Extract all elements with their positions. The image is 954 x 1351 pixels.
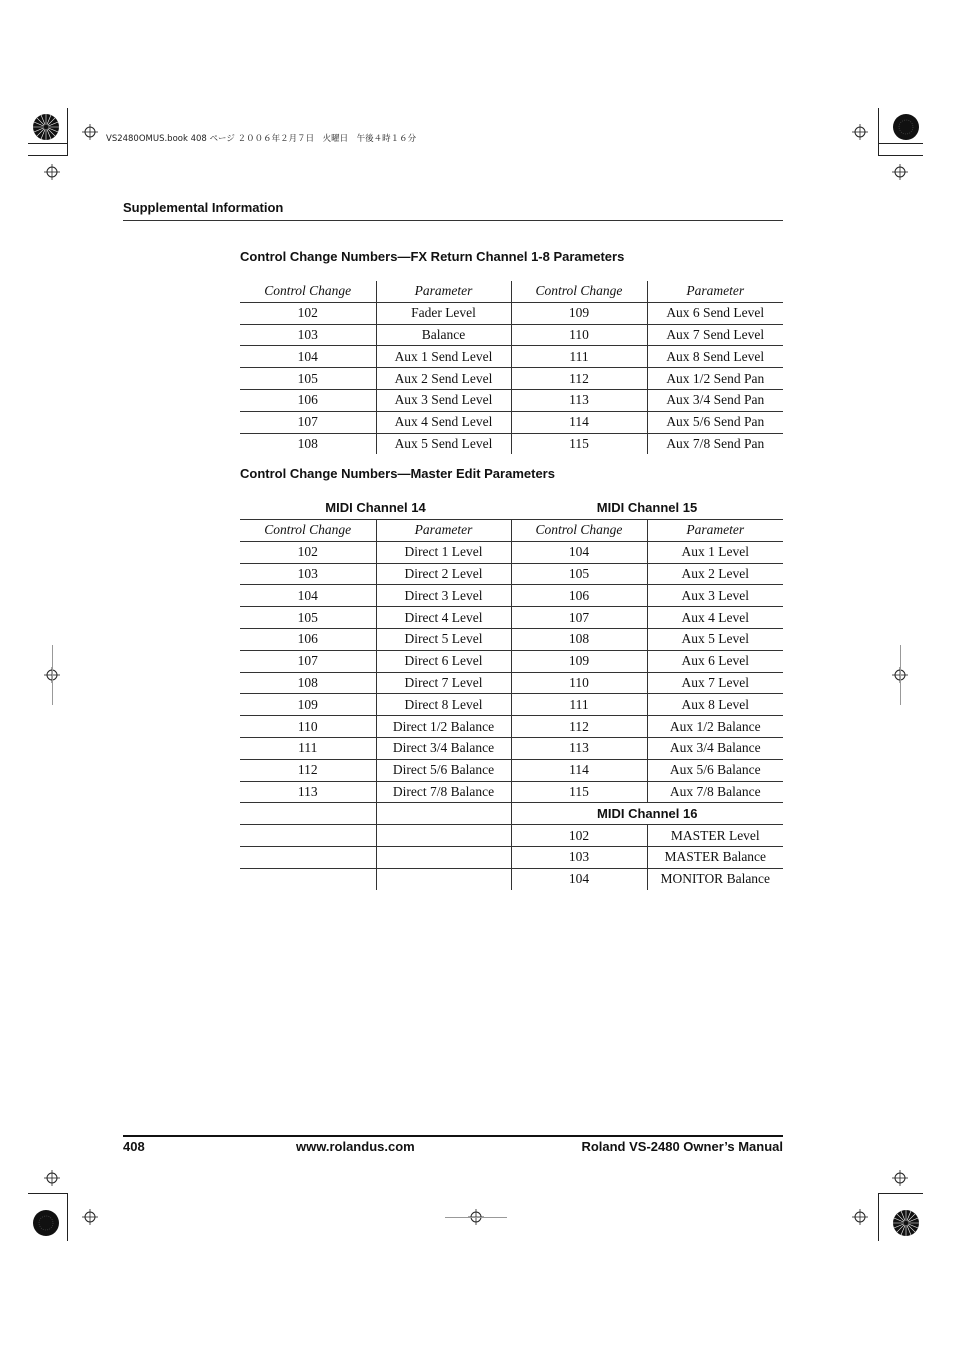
table-cell <box>240 825 376 847</box>
table-cell: 106 <box>240 628 376 650</box>
table-row <box>240 585 783 607</box>
table-cell: 103 <box>511 846 647 868</box>
table-cell: Direct 7 Level <box>376 672 511 694</box>
registration-mark-icon <box>892 164 908 180</box>
table-cell: Direct 2 Level <box>376 563 511 585</box>
table-cell: 115 <box>511 781 647 803</box>
table-cell: 104 <box>511 868 647 889</box>
table-cell: 107 <box>240 411 376 433</box>
table-cell: 113 <box>240 781 376 803</box>
table-cell: 114 <box>511 411 647 433</box>
column-header: Parameter <box>376 520 511 542</box>
table-cell <box>376 868 511 889</box>
table-cell <box>240 868 376 889</box>
table-cell: 109 <box>240 694 376 716</box>
column-header: Control Change <box>240 520 376 542</box>
table-row <box>240 563 783 585</box>
page-number: 408 <box>123 1139 145 1154</box>
table-row <box>240 759 783 781</box>
footer-rule <box>123 1135 783 1137</box>
channel-14-title: MIDI Channel 14 <box>325 500 426 515</box>
table-cell: 110 <box>511 672 647 694</box>
table-cell: 110 <box>240 716 376 738</box>
table-cell: Aux 3 Send Level <box>376 389 511 411</box>
table-row <box>240 737 783 759</box>
table-cell: MASTER Level <box>647 825 783 847</box>
table-cell: 103 <box>240 563 376 585</box>
table-cell: Aux 3/4 Balance <box>647 737 783 759</box>
fx-return-table <box>240 281 783 454</box>
table-row <box>240 302 783 324</box>
header-rule <box>123 220 783 221</box>
table-cell: Direct 7/8 Balance <box>376 781 511 803</box>
table-row <box>240 389 783 411</box>
table-cell: Direct 6 Level <box>376 650 511 672</box>
starburst-mark-icon <box>32 113 60 141</box>
table-row <box>240 628 783 650</box>
table-row <box>240 346 783 368</box>
table-row <box>240 541 783 563</box>
table-cell: Aux 5 Send Level <box>376 433 511 454</box>
table-row <box>240 324 783 346</box>
section-header: Supplemental Information <box>123 200 284 215</box>
table-row <box>240 846 783 868</box>
starburst-mark-icon <box>892 1209 920 1237</box>
table-row <box>240 607 783 629</box>
table-cell: Aux 6 Level <box>647 650 783 672</box>
table-cell: 106 <box>240 389 376 411</box>
table-cell: Aux 3/4 Send Pan <box>647 389 783 411</box>
table-cell: Direct 5 Level <box>376 628 511 650</box>
registration-mark-icon <box>892 1170 908 1186</box>
table-cell: Aux 2 Send Level <box>376 368 511 390</box>
table-cell: 102 <box>240 541 376 563</box>
table-cell: 109 <box>511 302 647 324</box>
table-cell: Aux 6 Send Level <box>647 302 783 324</box>
table-cell: Aux 7/8 Send Pan <box>666 435 765 451</box>
table-cell: Aux 4 Level <box>647 607 783 629</box>
table-cell: Direct 3/4 Balance <box>376 737 511 759</box>
table-row <box>240 716 783 738</box>
table-cell: 107 <box>240 650 376 672</box>
table-cell: Aux 5/6 Send Pan <box>647 411 783 433</box>
table-cell: 110 <box>511 324 647 346</box>
table-row <box>240 803 783 825</box>
table-cell: 111 <box>240 737 376 759</box>
table-cell: Aux 4 Send Level <box>376 411 511 433</box>
column-header: Control Change <box>511 281 647 302</box>
table-cell: Balance <box>376 324 511 346</box>
table-cell: 114 <box>511 759 647 781</box>
registration-mark-icon <box>852 124 868 140</box>
table-cell <box>376 825 511 847</box>
table-cell: Aux 1/2 Balance <box>647 716 783 738</box>
column-header: Control Change <box>240 281 376 302</box>
starburst-mark-icon <box>892 113 920 141</box>
registration-mark-icon <box>82 124 98 140</box>
table-cell: 108 <box>240 433 376 454</box>
table-cell <box>376 803 511 825</box>
table-cell: 115 <box>511 433 647 454</box>
table-cell: 108 <box>511 628 647 650</box>
table-cell: Aux 8 Level <box>647 694 783 716</box>
table-row <box>240 868 783 889</box>
channel-16-title: MIDI Channel 16 <box>511 803 783 825</box>
table-cell: 105 <box>511 563 647 585</box>
print-slug: VS2480OMUS.book 408 ページ ２００６年２月７日 火曜日 午後４時１６分 <box>106 134 417 144</box>
column-header: Parameter <box>647 281 783 302</box>
table-cell: 112 <box>240 759 376 781</box>
master-edit-title: Control Change Numbers—Master Edit Parameters <box>240 466 555 481</box>
table-cell: Aux 5/6 Balance <box>647 759 783 781</box>
table-cell: 113 <box>511 389 647 411</box>
table-cell: Aux 1 Level <box>647 541 783 563</box>
table-cell: Direct 5/6 Balance <box>376 759 511 781</box>
table-cell: Aux 7 Level <box>647 672 783 694</box>
registration-mark-icon <box>82 1209 98 1225</box>
table-cell: 111 <box>511 346 647 368</box>
table-cell: 104 <box>511 541 647 563</box>
table-row <box>240 694 783 716</box>
table-cell: 103 <box>240 324 376 346</box>
registration-mark-icon <box>852 1209 868 1225</box>
table-cell: 104 <box>240 346 376 368</box>
fx-return-title: Control Change Numbers—FX Return Channel 1-8 Parameters <box>240 249 625 264</box>
table-cell: Direct 1 Level <box>376 541 511 563</box>
column-header: Parameter <box>376 281 511 302</box>
table-cell: 105 <box>240 607 376 629</box>
table-cell <box>240 803 376 825</box>
table-cell: 111 <box>511 694 647 716</box>
table-cell: Aux 1/2 Send Pan <box>647 368 783 390</box>
table-cell: 113 <box>511 737 647 759</box>
table-cell: Direct 8 Level <box>376 694 511 716</box>
table-cell <box>240 846 376 868</box>
table-cell: Direct 3 Level <box>376 585 511 607</box>
table-cell: Aux 3 Level <box>647 585 783 607</box>
table-cell: 109 <box>511 650 647 672</box>
table-cell: 105 <box>240 368 376 390</box>
table-cell: MONITOR Balance <box>660 871 771 887</box>
table-row <box>240 672 783 694</box>
table-cell: 102 <box>240 302 376 324</box>
table-row <box>240 781 783 803</box>
master-edit-table <box>240 519 783 890</box>
footer-url: www.rolandus.com <box>296 1139 415 1154</box>
table-cell: 112 <box>511 716 647 738</box>
table-cell: Aux 8 Send Level <box>647 346 783 368</box>
table-cell: Direct 4 Level <box>376 607 511 629</box>
starburst-mark-icon <box>32 1209 60 1237</box>
column-header: Parameter <box>647 520 783 542</box>
table-row <box>240 411 783 433</box>
table-cell: Aux 2 Level <box>647 563 783 585</box>
table-cell: 106 <box>511 585 647 607</box>
table-row <box>240 433 783 454</box>
column-header: Control Change <box>511 520 647 542</box>
registration-mark-icon <box>44 164 60 180</box>
table-cell: 108 <box>240 672 376 694</box>
table-cell: 104 <box>240 585 376 607</box>
footer-manual-title: Roland VS-2480 Owner’s Manual <box>581 1139 783 1154</box>
registration-mark-icon <box>44 1170 60 1186</box>
table-cell: Aux 7/8 Balance <box>647 781 783 803</box>
table-cell: Aux 1 Send Level <box>376 346 511 368</box>
table-row <box>240 368 783 390</box>
channel-15-title: MIDI Channel 15 <box>596 500 698 515</box>
table-row <box>240 825 783 847</box>
table-cell: Direct 1/2 Balance <box>376 716 511 738</box>
table-cell: Fader Level <box>376 302 511 324</box>
table-cell: Aux 7 Send Level <box>647 324 783 346</box>
table-cell: 102 <box>511 825 647 847</box>
table-row <box>240 650 783 672</box>
table-cell: Aux 5 Level <box>647 628 783 650</box>
table-cell <box>376 846 511 868</box>
table-cell: 112 <box>511 368 647 390</box>
table-cell: 107 <box>511 607 647 629</box>
table-cell: MASTER Balance <box>647 846 783 868</box>
